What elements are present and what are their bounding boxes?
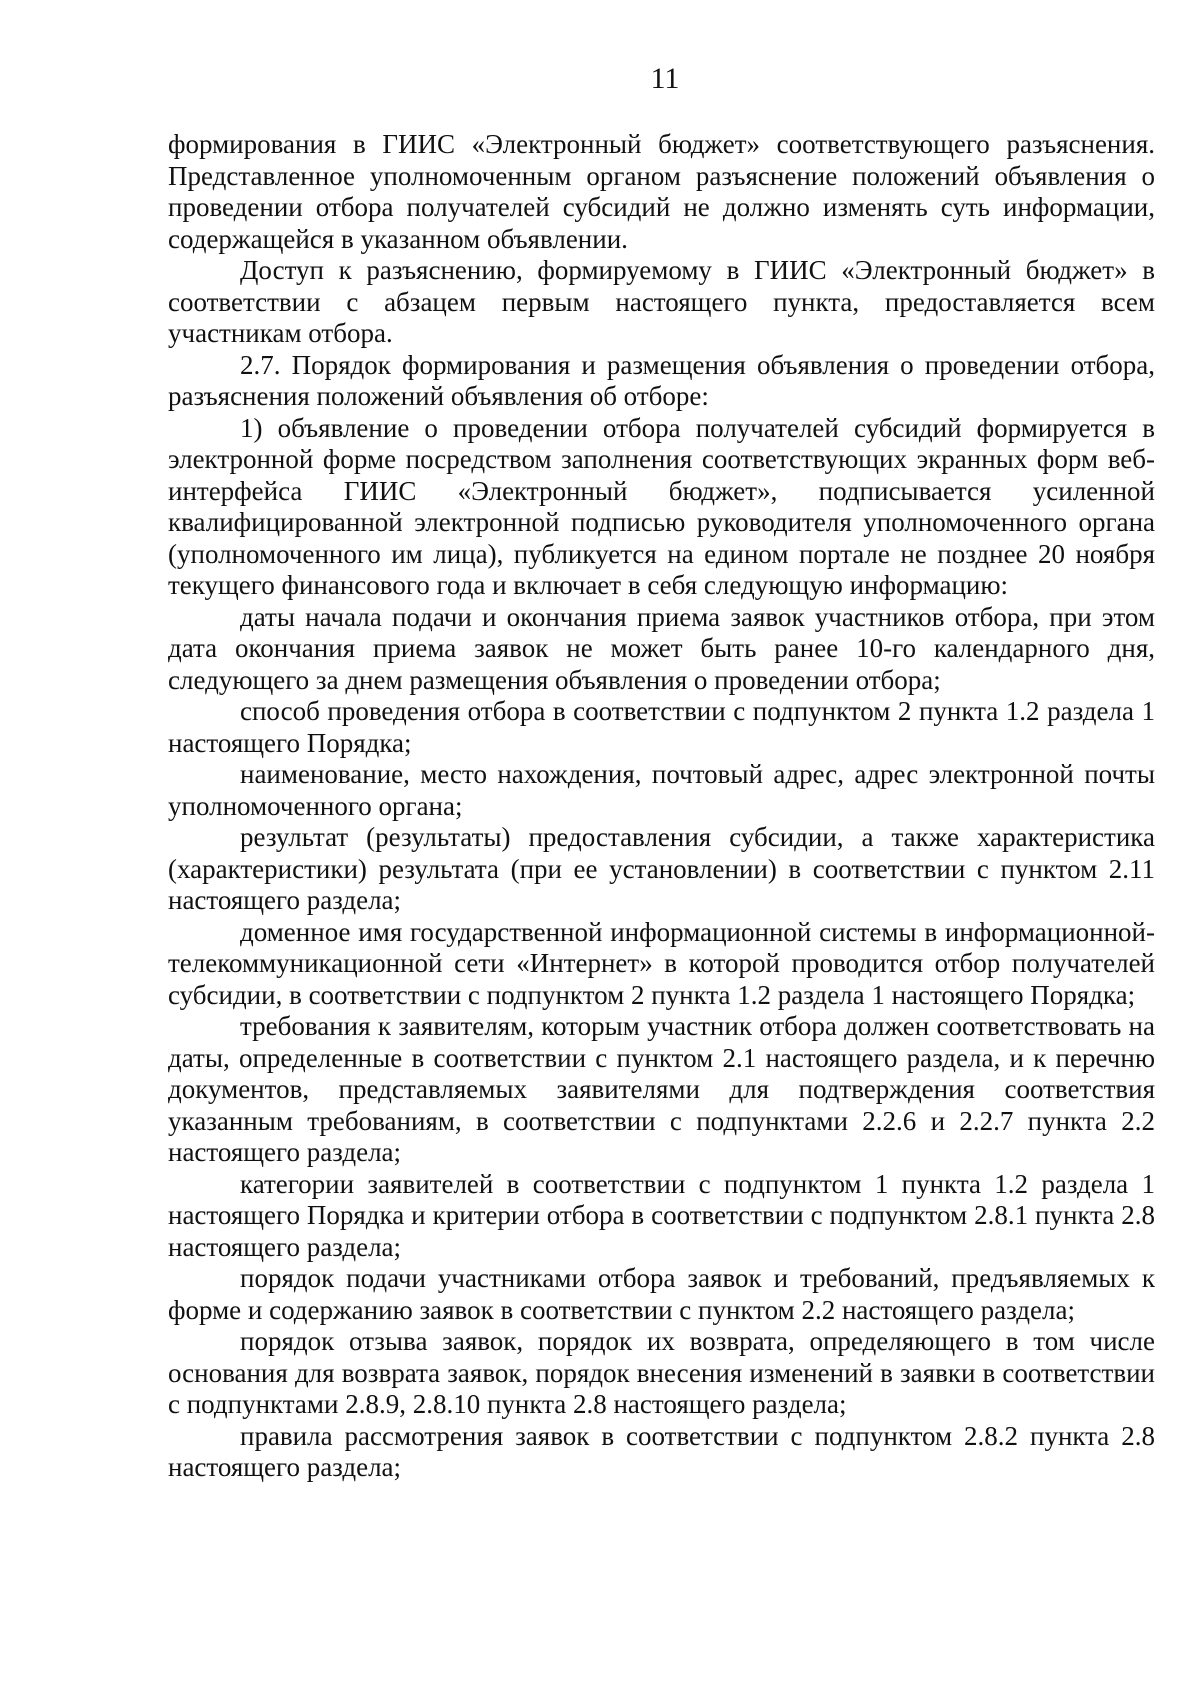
list-item-results: результат (результаты) предоставления субсидии, а также характеристика (характеристики) результата (при ее установлении) в соответствии с пунктом 2.11 настоящего раздела; <box>168 822 1155 915</box>
list-item-withdrawal-order: порядок отзыва заявок, порядок их возврата, определяющего в том числе основания для возврата заявок, порядок внесения изменений в заявки в соответствии с подпунктами 2.8.9, 2.8.10 пункта 2.8 настоящего раздела; <box>168 1326 1155 1419</box>
list-item-contacts: наименование, место нахождения, почтовый адрес, адрес электронной почты уполномоченного органа; <box>168 759 1155 821</box>
paragraph-section-2-7: 2.7. Порядок формирования и размещения объявления о проведении отбора, разъяснения положений объявления об отборе: <box>168 349 1155 411</box>
paragraph-continuation: формирования в ГИИС «Электронный бюджет» соответствующего разъяснения. Представленное уполномоченным органом разъяснение положений объявления о проведении отбора получателей субсидий не должно изменять суть информации, содержащейся в указанном объявлении. <box>168 129 1155 254</box>
paragraph-item-1: 1) объявление о проведении отбора получателей субсидий формируется в электронной форме посредством заполнения соответствующих экранных форм веб-интерфейса ГИИС «Электронный бюджет», подписывается усиленной квалифицированной электронной подписью руководителя уполномоченного органа (уполномоченного им лица), публикуется на едином портале не позднее 20 ноября текущего финансового года и включает в себя следующую информацию: <box>168 412 1155 600</box>
document-body <box>168 129 1155 1484</box>
list-item-dates: даты начала подачи и окончания приема заявок участников отбора, при этом дата окончания приема заявок не может быть ранее 10-го календарного дня, следующего за днем размещения объявления о проведении отбора; <box>168 601 1155 695</box>
list-item-requirements: требования к заявителям, которым участник отбора должен соответствовать на даты, определенные в соответствии с пунктом 2.1 настоящего раздела, и к перечню документов, представляемых заявителями для подтверждения соответствия указанным требованиям, в соответствии с подпунктами 2.2.6 и 2.2.7 пункта 2.2 настоящего раздела; <box>168 1011 1155 1167</box>
page-number: 11 <box>650 62 680 95</box>
list-item-review-rules: правила рассмотрения заявок в соответствии с подпунктом 2.8.2 пункта 2.8 настоящего раздела; <box>168 1420 1155 1482</box>
list-item-method: способ проведения отбора в соответствии с подпунктом 2 пункта 1.2 раздела 1 настоящего Порядка; <box>168 696 1155 758</box>
list-item-domain-name: доменное имя государственной информационной системы в информационной-телекоммуникационной сети «Интернет» в которой проводится отбор получателей субсидии, в соответствии с подпунктом 2 пункта 1.2 раздела 1 настоящего Порядка; <box>168 916 1155 1010</box>
list-item-categories: категории заявителей в соответствии с подпунктом 1 пункта 1.2 раздела 1 настоящего Порядка и критерии отбора в соответствии с подпунктом 2.8.1 пункта 2.8 настоящего раздела; <box>168 1168 1155 1262</box>
paragraph-access-clarification: Доступ к разъяснению, формируемому в ГИИС «Электронный бюджет» в соответствии с абзацем первым настоящего пункта, предоставляется всем участникам отбора. <box>168 255 1155 348</box>
list-item-submission-order: порядок подачи участниками отбора заявок и требований, предъявляемых к форме и содержанию заявок в соответствии с пунктом 2.2 настоящего раздела; <box>168 1263 1155 1325</box>
